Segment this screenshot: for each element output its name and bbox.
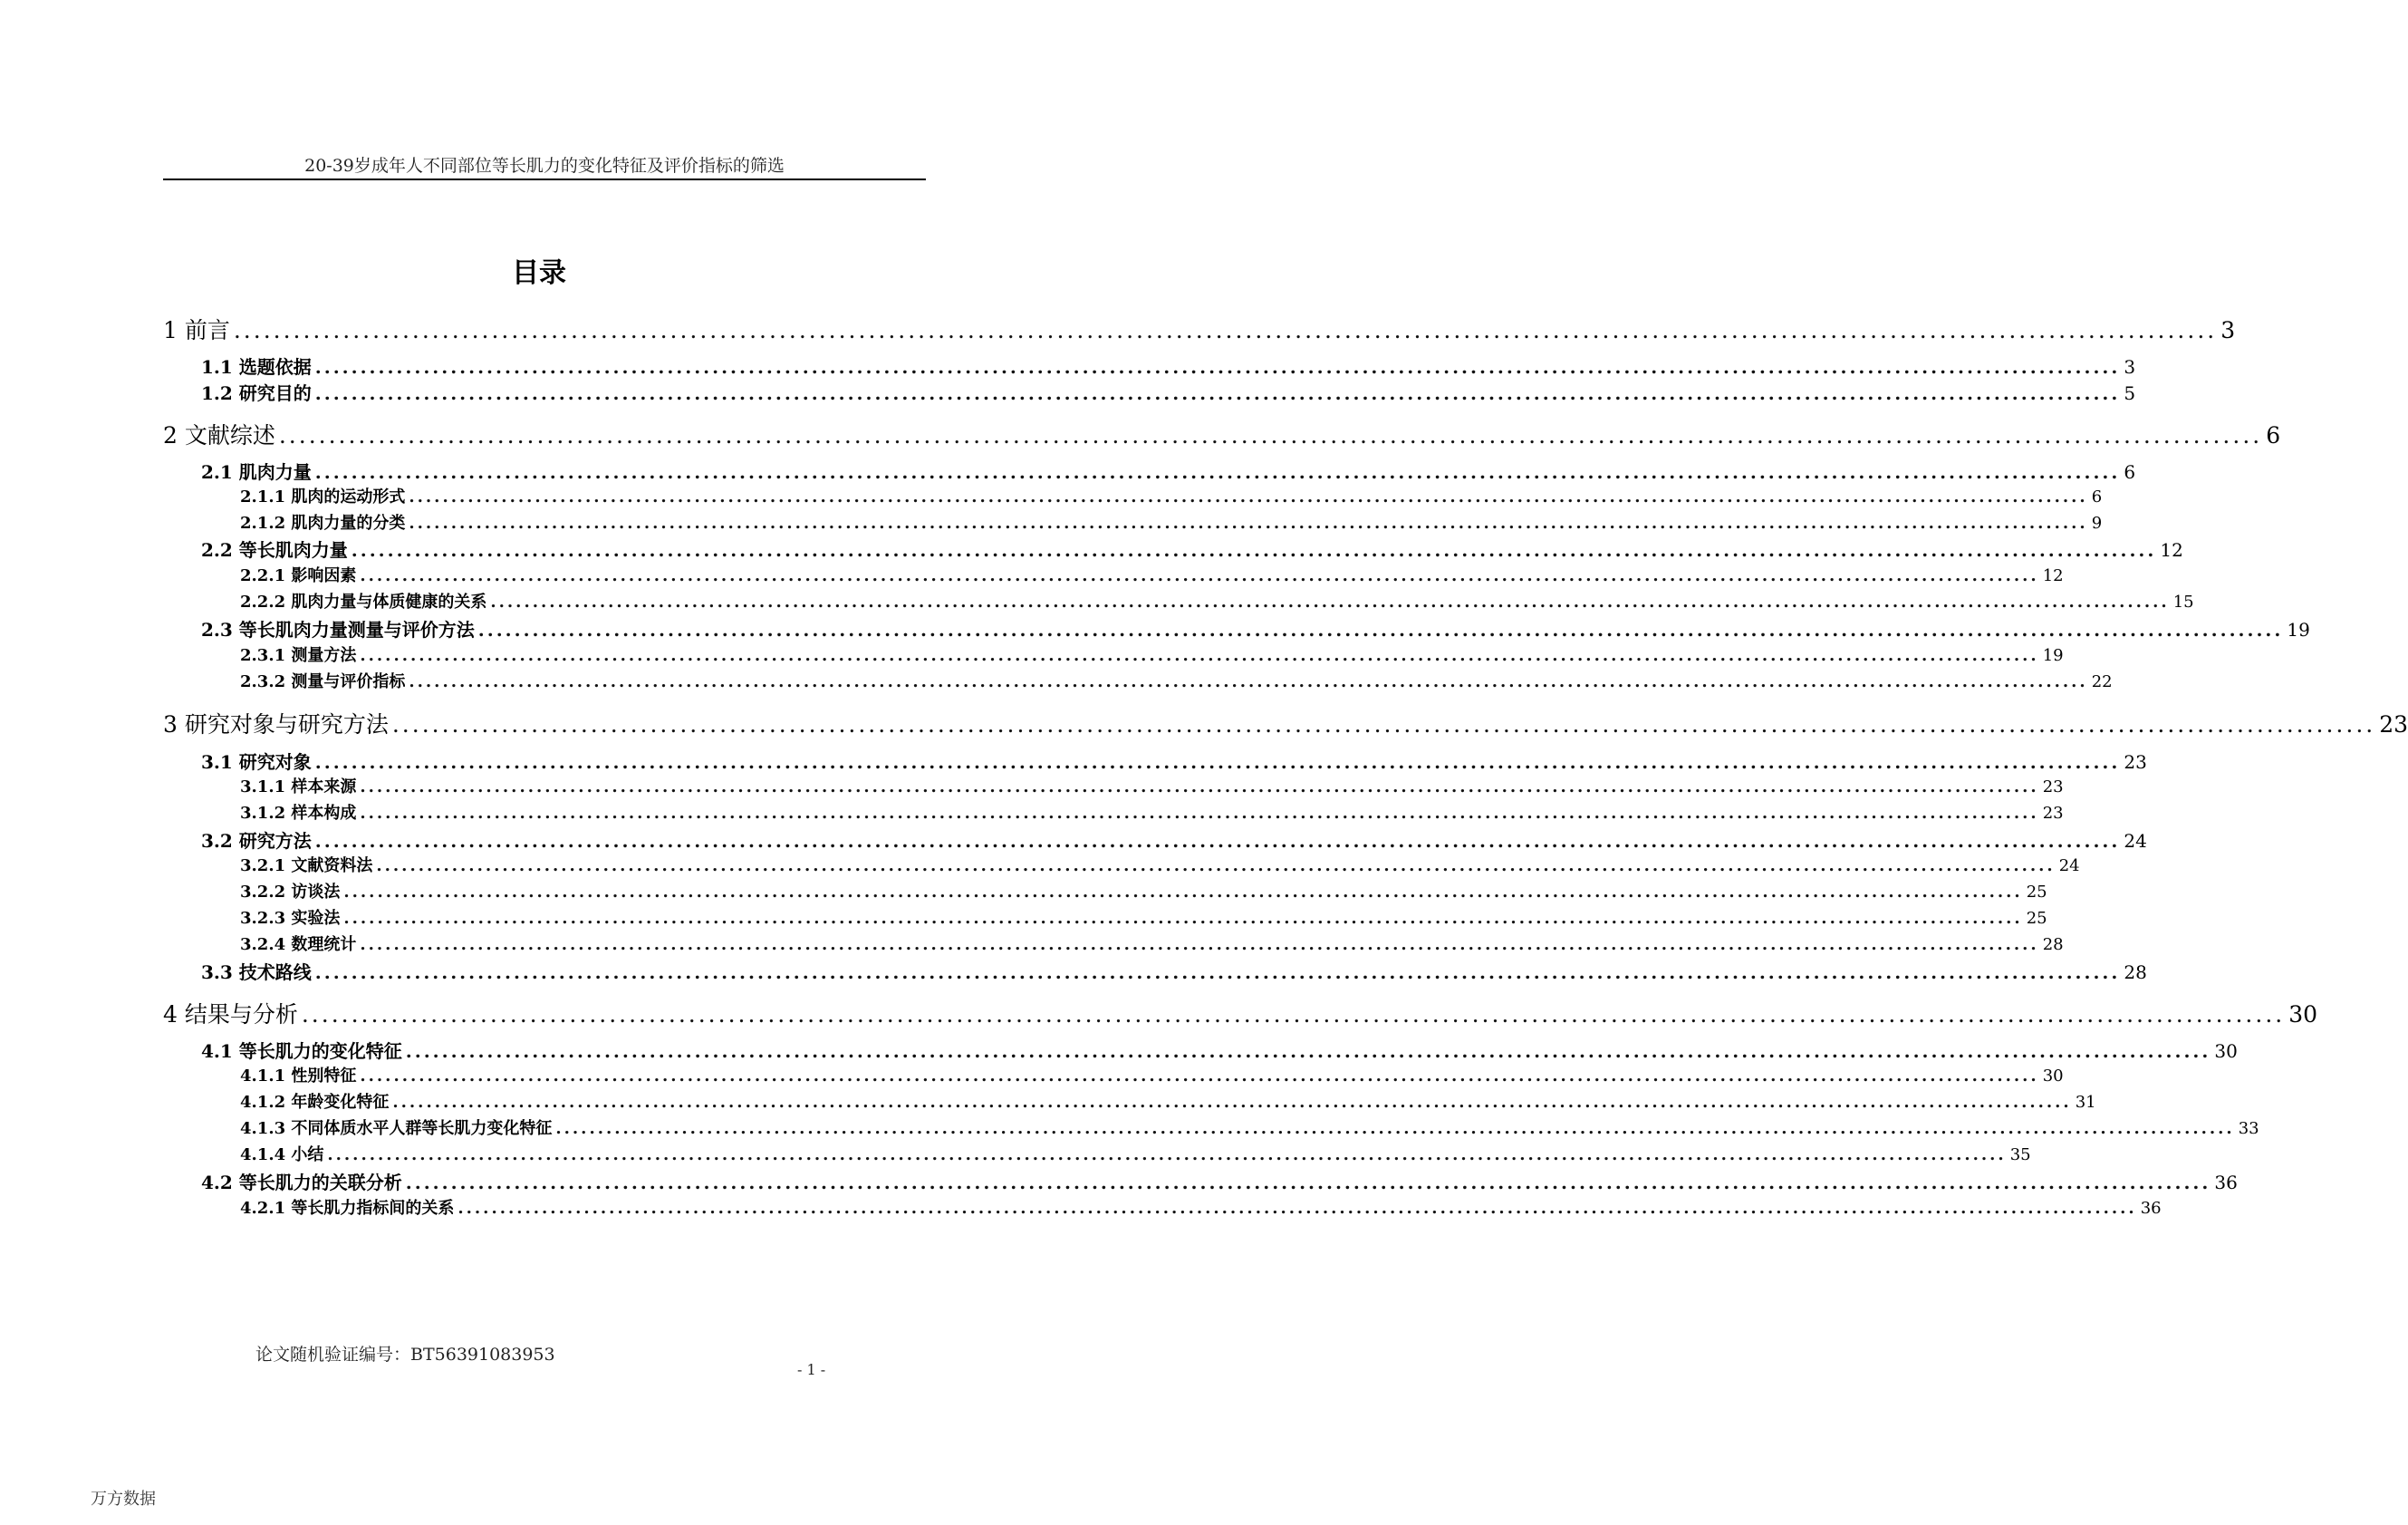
toc-leader-dots: ........................................................................................................................................................................................................	[360, 566, 2039, 585]
toc-entry-page: 19	[2287, 619, 2310, 641]
toc-entry-label: 3.2.4 数理统计	[240, 935, 357, 954]
toc-entry-page: 19	[2042, 646, 2064, 665]
toc-entry-page: 36	[2214, 1172, 2238, 1193]
toc-leader-dots: ........................................................................................................................................................................................................	[409, 487, 2088, 507]
toc-entry-page: 30	[2288, 1001, 2318, 1028]
toc-entry[interactable]	[201, 458, 2136, 484]
toc-entry-label: 4.1 等长肌力的变化特征	[201, 1040, 402, 1062]
toc-leader-dots: ........................................................................................................................................................................................................	[405, 1040, 2211, 1062]
toc-leader-dots: ........................................................................................................................................................................................................	[360, 646, 2039, 665]
toc-entry-page: 25	[2026, 909, 2047, 928]
toc-entry[interactable]	[163, 707, 2408, 739]
toc-entry[interactable]	[201, 1037, 2238, 1063]
toc-entry-label: 4 结果与分析	[163, 1001, 298, 1028]
toc-leader-dots: ........................................................................................................................................................................................................	[360, 935, 2039, 954]
toc-entry-label: 4.2.1 等长肌力指标间的关系	[240, 1199, 455, 1218]
toc-leader-dots: ........................................................................................................................................................................................................	[405, 1172, 2211, 1193]
toc-entry[interactable]	[163, 313, 2236, 345]
toc-entry-label: 3.2.2 访谈法	[240, 883, 341, 902]
verification-code: 论文随机验证编号：BT56391083953	[255, 1345, 555, 1365]
toc-entry[interactable]	[240, 484, 2103, 507]
toc-leader-dots: ........................................................................................................................................................................................................	[360, 1067, 2039, 1086]
toc-leader-dots: ........................................................................................................................................................................................................	[555, 1119, 2235, 1138]
toc-entry[interactable]	[240, 931, 2064, 955]
toc-entry-label: 2 文献综述	[163, 422, 275, 449]
toc-leader-dots: ........................................................................................................................................................................................................	[477, 619, 2284, 641]
toc-entry-page: 36	[2140, 1199, 2162, 1218]
toc-entry[interactable]	[240, 800, 2064, 824]
toc-entry-page: 6	[2124, 461, 2136, 483]
toc-leader-dots: ........................................................................................................................................................................................................	[314, 830, 2121, 852]
toc-entry-label: 3.1.1 样本来源	[240, 777, 357, 796]
toc-entry[interactable]	[240, 1089, 2096, 1113]
toc-entry[interactable]	[201, 536, 2183, 562]
toc-entry-page: 9	[2091, 514, 2103, 533]
toc-entry-label: 4.1.2 年龄变化特征	[240, 1093, 390, 1112]
toc-entry-page: 25	[2026, 883, 2047, 902]
toc-entry[interactable]	[240, 905, 2047, 929]
toc-entry-page: 23	[2379, 711, 2408, 738]
toc-entry-label: 3.1.2 样本构成	[240, 804, 357, 823]
toc-leader-dots: ........................................................................................................................................................................................................	[360, 777, 2039, 796]
toc-entry-page: 5	[2124, 382, 2136, 404]
toc-entry-page: 23	[2042, 804, 2064, 823]
toc-leader-dots: ........................................................................................................................................................................................................	[376, 856, 2056, 875]
page-number: - 1 -	[797, 1361, 826, 1378]
toc-entry-page: 12	[2160, 539, 2183, 561]
page-title: 目录	[512, 257, 566, 289]
toc-entry[interactable]	[240, 879, 2047, 902]
toc-leader-dots: ........................................................................................................................................................................................................	[343, 909, 2023, 928]
toc-entry[interactable]	[240, 1115, 2259, 1139]
watermark: 万方数据	[91, 1490, 156, 1509]
toc-entry-page: 22	[2091, 672, 2113, 691]
toc-leader-dots: ........................................................................................................................................................................................................	[314, 751, 2121, 773]
toc-leader-dots: ........................................................................................................................................................................................................	[314, 961, 2121, 983]
toc-leader-dots: ........................................................................................................................................................................................................	[409, 672, 2088, 691]
toc-entry-label: 2.1.1 肌肉的运动形式	[240, 487, 406, 507]
toc-entry-label: 2.3 等长肌肉力量测量与评价方法	[201, 619, 475, 641]
toc-entry[interactable]	[240, 510, 2103, 534]
toc-entry-label: 3.2.1 文献资料法	[240, 856, 373, 875]
toc-entry-page: 3	[2220, 317, 2236, 343]
toc-entry[interactable]	[201, 379, 2136, 405]
toc-entry-page: 3	[2124, 356, 2136, 378]
toc-entry-page: 28	[2124, 961, 2147, 983]
toc-entry-label: 3.2.3 实验法	[240, 909, 341, 928]
toc-entry[interactable]	[240, 589, 2194, 613]
toc-entry[interactable]	[201, 958, 2147, 984]
toc-entry-label: 2.2.1 影响因素	[240, 566, 357, 585]
toc-leader-dots: ........................................................................................................................................................................................................	[327, 1145, 2007, 1164]
toc-entry-page: 12	[2042, 566, 2064, 585]
toc-leader-dots: ........................................................................................................................................................................................................	[233, 317, 2218, 343]
toc-leader-dots: ........................................................................................................................................................................................................	[351, 539, 2157, 561]
toc-entry[interactable]	[240, 563, 2064, 586]
toc-entry-label: 3.2 研究方法	[201, 830, 312, 852]
toc-entry[interactable]	[163, 418, 2281, 450]
toc-entry-label: 4.2 等长肌力的关联分析	[201, 1172, 402, 1193]
toc-leader-dots: ........................................................................................................................................................................................................	[360, 804, 2039, 823]
toc-entry-page: 33	[2238, 1119, 2259, 1138]
toc-entry-page: 6	[2091, 487, 2103, 507]
toc-entry-page: 23	[2124, 751, 2147, 773]
toc-entry-page: 28	[2042, 935, 2064, 954]
toc-leader-dots: ........................................................................................................................................................................................................	[391, 711, 2376, 738]
toc-entry-label: 1.1 选题依据	[201, 356, 312, 378]
toc-leader-dots: ........................................................................................................................................................................................................	[392, 1093, 2072, 1112]
toc-entry-label: 4.1.4 小结	[240, 1145, 324, 1164]
toc-entry[interactable]	[163, 997, 2318, 1029]
toc-entry[interactable]	[240, 669, 2113, 692]
toc-entry-label: 2.3.1 测量方法	[240, 646, 357, 665]
toc-entry[interactable]	[240, 1142, 2031, 1165]
toc-leader-dots: ........................................................................................................................................................................................................	[278, 422, 2263, 449]
toc-entry-page: 35	[2009, 1145, 2031, 1164]
toc-entry-label: 3 研究对象与研究方法	[163, 711, 389, 738]
toc-entry-label: 2.2 等长肌肉力量	[201, 539, 348, 561]
toc-entry-label: 2.1.2 肌肉力量的分类	[240, 514, 406, 533]
toc-leader-dots: ........................................................................................................................................................................................................	[314, 356, 2121, 378]
toc-entry[interactable]	[201, 748, 2147, 774]
toc-entry[interactable]	[201, 826, 2147, 853]
toc-entry-page: 24	[2058, 856, 2080, 875]
toc-entry-label: 2.2.2 肌肉力量与体质健康的关系	[240, 593, 487, 612]
toc-entry-label: 4.1.1 性别特征	[240, 1067, 357, 1086]
toc-entry-page: 15	[2172, 593, 2194, 612]
toc-entry-label: 2.3.2 测量与评价指标	[240, 672, 406, 691]
toc-entry-label: 4.1.3 不同体质水平人群等长肌力变化特征	[240, 1119, 553, 1138]
toc-entry[interactable]	[240, 853, 2080, 876]
toc-entry-label: 3.3 技术路线	[201, 961, 312, 983]
toc-leader-dots: ........................................................................................................................................................................................................	[490, 593, 2170, 612]
toc-entry[interactable]	[240, 774, 2064, 797]
toc-entry-page: 30	[2042, 1067, 2064, 1086]
toc-leader-dots: ........................................................................................................................................................................................................	[314, 382, 2121, 404]
toc-entry-label: 2.1 肌肉力量	[201, 461, 312, 483]
toc-entry[interactable]	[201, 352, 2136, 379]
toc-entry[interactable]	[240, 1063, 2064, 1086]
toc-leader-dots: ........................................................................................................................................................................................................	[409, 514, 2088, 533]
toc-entry-label: 1.2 研究目的	[201, 382, 312, 404]
toc-entry-label: 1 前言	[163, 317, 230, 343]
toc-leader-dots: ........................................................................................................................................................................................................	[458, 1199, 2137, 1218]
toc-entry-page: 31	[2075, 1093, 2096, 1112]
toc-entry-page: 6	[2266, 422, 2281, 449]
toc-entry-page: 30	[2214, 1040, 2238, 1062]
toc-leader-dots: ........................................................................................................................................................................................................	[343, 883, 2023, 902]
toc-entry[interactable]	[240, 1195, 2162, 1219]
toc-entry[interactable]	[240, 642, 2064, 666]
toc-entry-page: 24	[2124, 830, 2147, 852]
toc-entry-page: 23	[2042, 777, 2064, 796]
toc-entry[interactable]	[201, 1168, 2238, 1194]
running-header: 20-39岁成年人不同部位等长肌力的变化特征及评价指标的筛选	[304, 156, 785, 176]
toc-leader-dots: ........................................................................................................................................................................................................	[314, 461, 2121, 483]
toc-entry[interactable]	[201, 615, 2310, 642]
toc-entry-label: 3.1 研究对象	[201, 751, 312, 773]
toc-leader-dots: ........................................................................................................................................................................................................	[301, 1001, 2286, 1028]
